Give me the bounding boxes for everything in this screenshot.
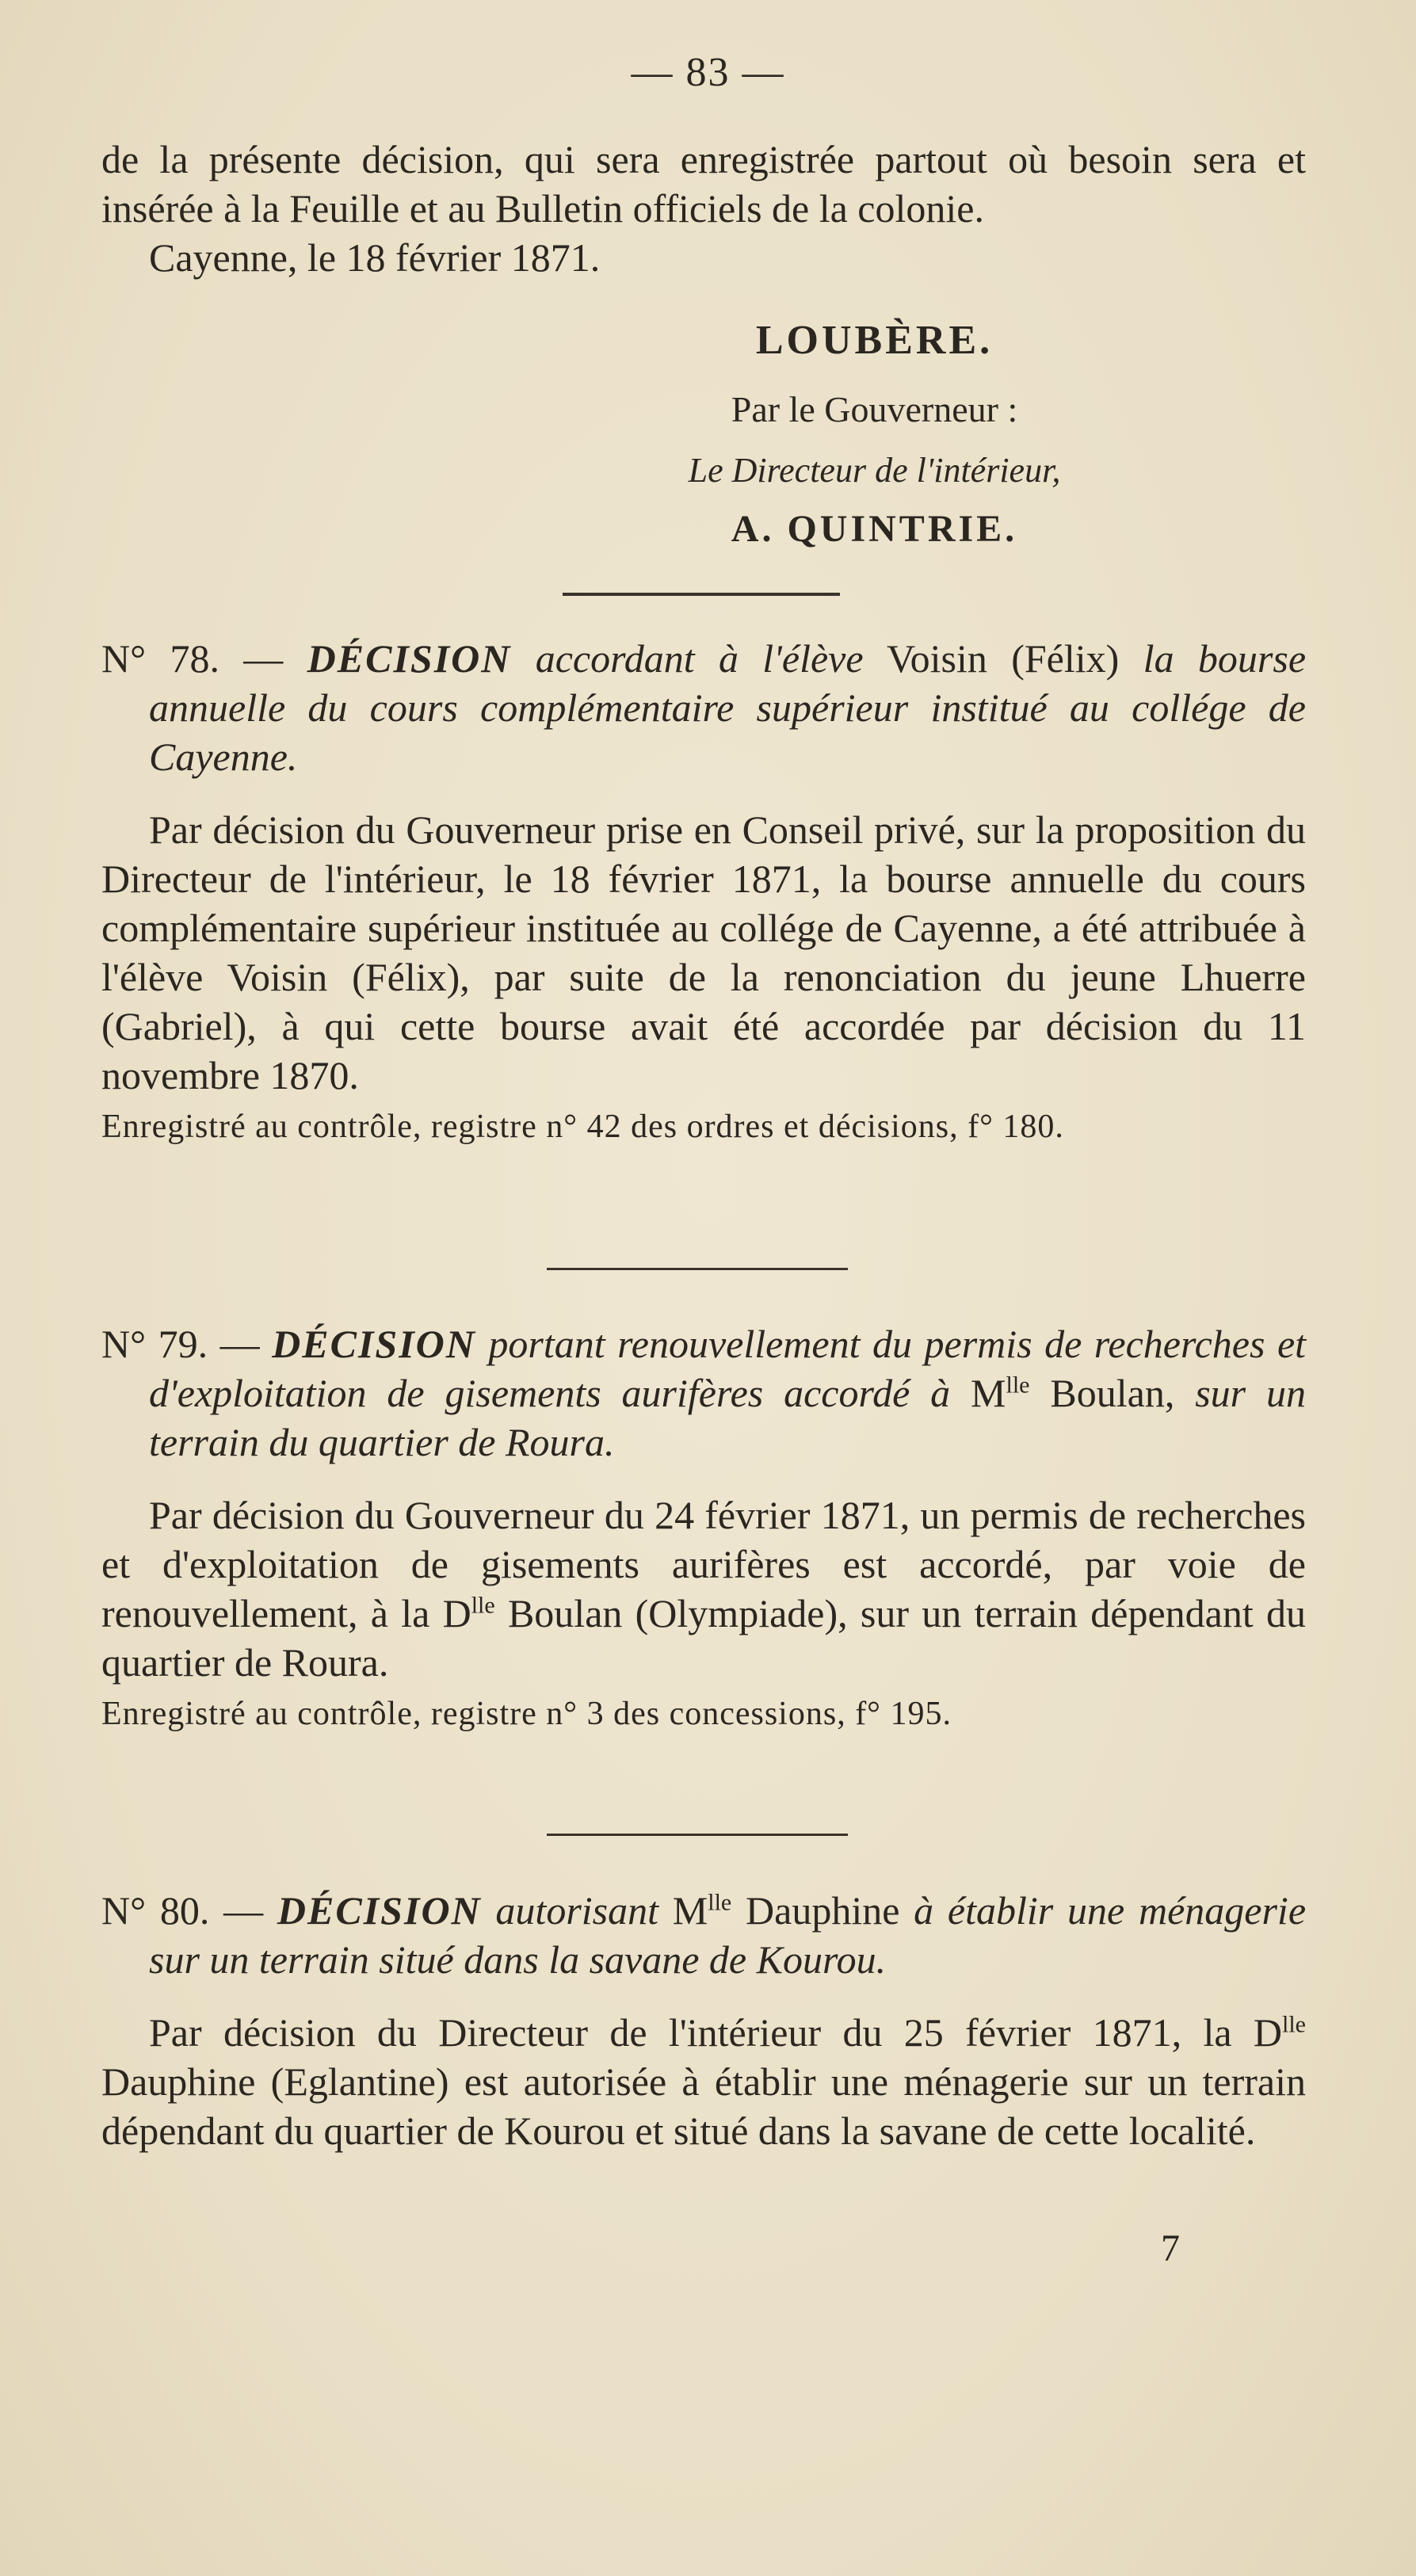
- decision-body: Par décision du Gouverneur prise en Conseil privé, sur la proposition du Directeur de l'intérieur, le 18 février 1871, la bourse annuelle du cours complémentaire supérieur instituée au collége de Cayenne, a été attribuée à l'élève Voisin (Félix), par suite de la renonciation du jeune Lhuerre (Gabriel), à qui cette bourse avait été accordée par décision du 11 novembre 1870.: [101, 807, 1306, 1097]
- decision-80: [101, 1886, 1306, 2155]
- decision-number: N° 80. —: [101, 1888, 264, 1933]
- decision-keyword: DÉCISION: [307, 636, 512, 681]
- signature-by: Par le Gouverneur :: [731, 389, 1018, 429]
- decision-title-part: la bourse annuelle du cours complémentaire supérieur institué au collége de Cayenne.: [149, 636, 1307, 779]
- section-divider: [547, 1268, 848, 1270]
- signature-mark: 7: [1161, 2227, 1180, 2269]
- decision-title-name: $M^{lle}$ Dauphine: [672, 1888, 900, 1933]
- section-divider: [563, 593, 840, 596]
- decision-number: N° 79. —: [101, 1322, 260, 1366]
- place-date: Cayenne, le 18 février 1871.: [149, 235, 601, 280]
- decision-title-part: sur un terrain du quartier de Roura.: [149, 1371, 1306, 1464]
- section-divider: [547, 1834, 848, 1836]
- intro-block: [101, 135, 1306, 282]
- decision-number: N° 78. —: [101, 636, 284, 681]
- decision-title-part: autorisant: [495, 1888, 659, 1933]
- decision-title-name: $M^{lle}$ Boulan,: [971, 1371, 1175, 1415]
- signature-title: Le Directeur de l'intérieur,: [688, 451, 1061, 490]
- decision-79: [101, 1319, 1306, 1736]
- decision-body: Par décision du Directeur de l'intérieur du 25 février 1871, la $D^{lle}$ Dauphine (Eglantine) est autorisée à établir une ménagerie sur un terrain dépendant du quartier de Kourou et situé dans la savane de cette localité.: [101, 2010, 1306, 2153]
- decision-78: [101, 634, 1306, 1149]
- registry-note: Enregistré au contrôle, registre n° 42 des ordres et décisions, f° 180.: [101, 1109, 1064, 1145]
- decision-title: [101, 634, 1306, 781]
- decision-title: [101, 1886, 1306, 1984]
- decision-title-part: à établir une ménagerie sur un terrain situé dans la savane de Kourou.: [149, 1888, 1307, 1982]
- page-number: — 83 —: [631, 50, 785, 95]
- decision-title-part: accordant à l'élève: [535, 636, 864, 681]
- signatory-name: A. QUINTRIE.: [731, 508, 1018, 550]
- decision-keyword: DÉCISION: [277, 1888, 482, 1933]
- decision-title-part: portant renouvellement du permis de recherches et d'exploitation de gisements aurifères accordé à: [149, 1322, 1307, 1415]
- decision-title-name: Voisin (Félix): [886, 636, 1120, 681]
- decision-keyword: DÉCISION: [272, 1322, 476, 1366]
- registry-note: Enregistré au contrôle, registre n° 3 des concessions, f° 195.: [101, 1696, 952, 1732]
- intro-text: de la présente décision, qui sera enregistrée partout où besoin sera et insérée à la Feuille et au Bulletin officiels de la colonie.: [101, 137, 1306, 231]
- signature-name: LOUBÈRE.: [755, 318, 994, 363]
- decision-title: [101, 1319, 1306, 1467]
- decision-body: Par décision du Gouverneur du 24 février 1871, un permis de recherches et d'exploitation de gisements aurifères est accordé, par voie de renouvellement, à la $D^{lle}$ Boulan (Olympiade), sur un terrain dépendant du quartier de Roura.: [101, 1493, 1307, 1685]
